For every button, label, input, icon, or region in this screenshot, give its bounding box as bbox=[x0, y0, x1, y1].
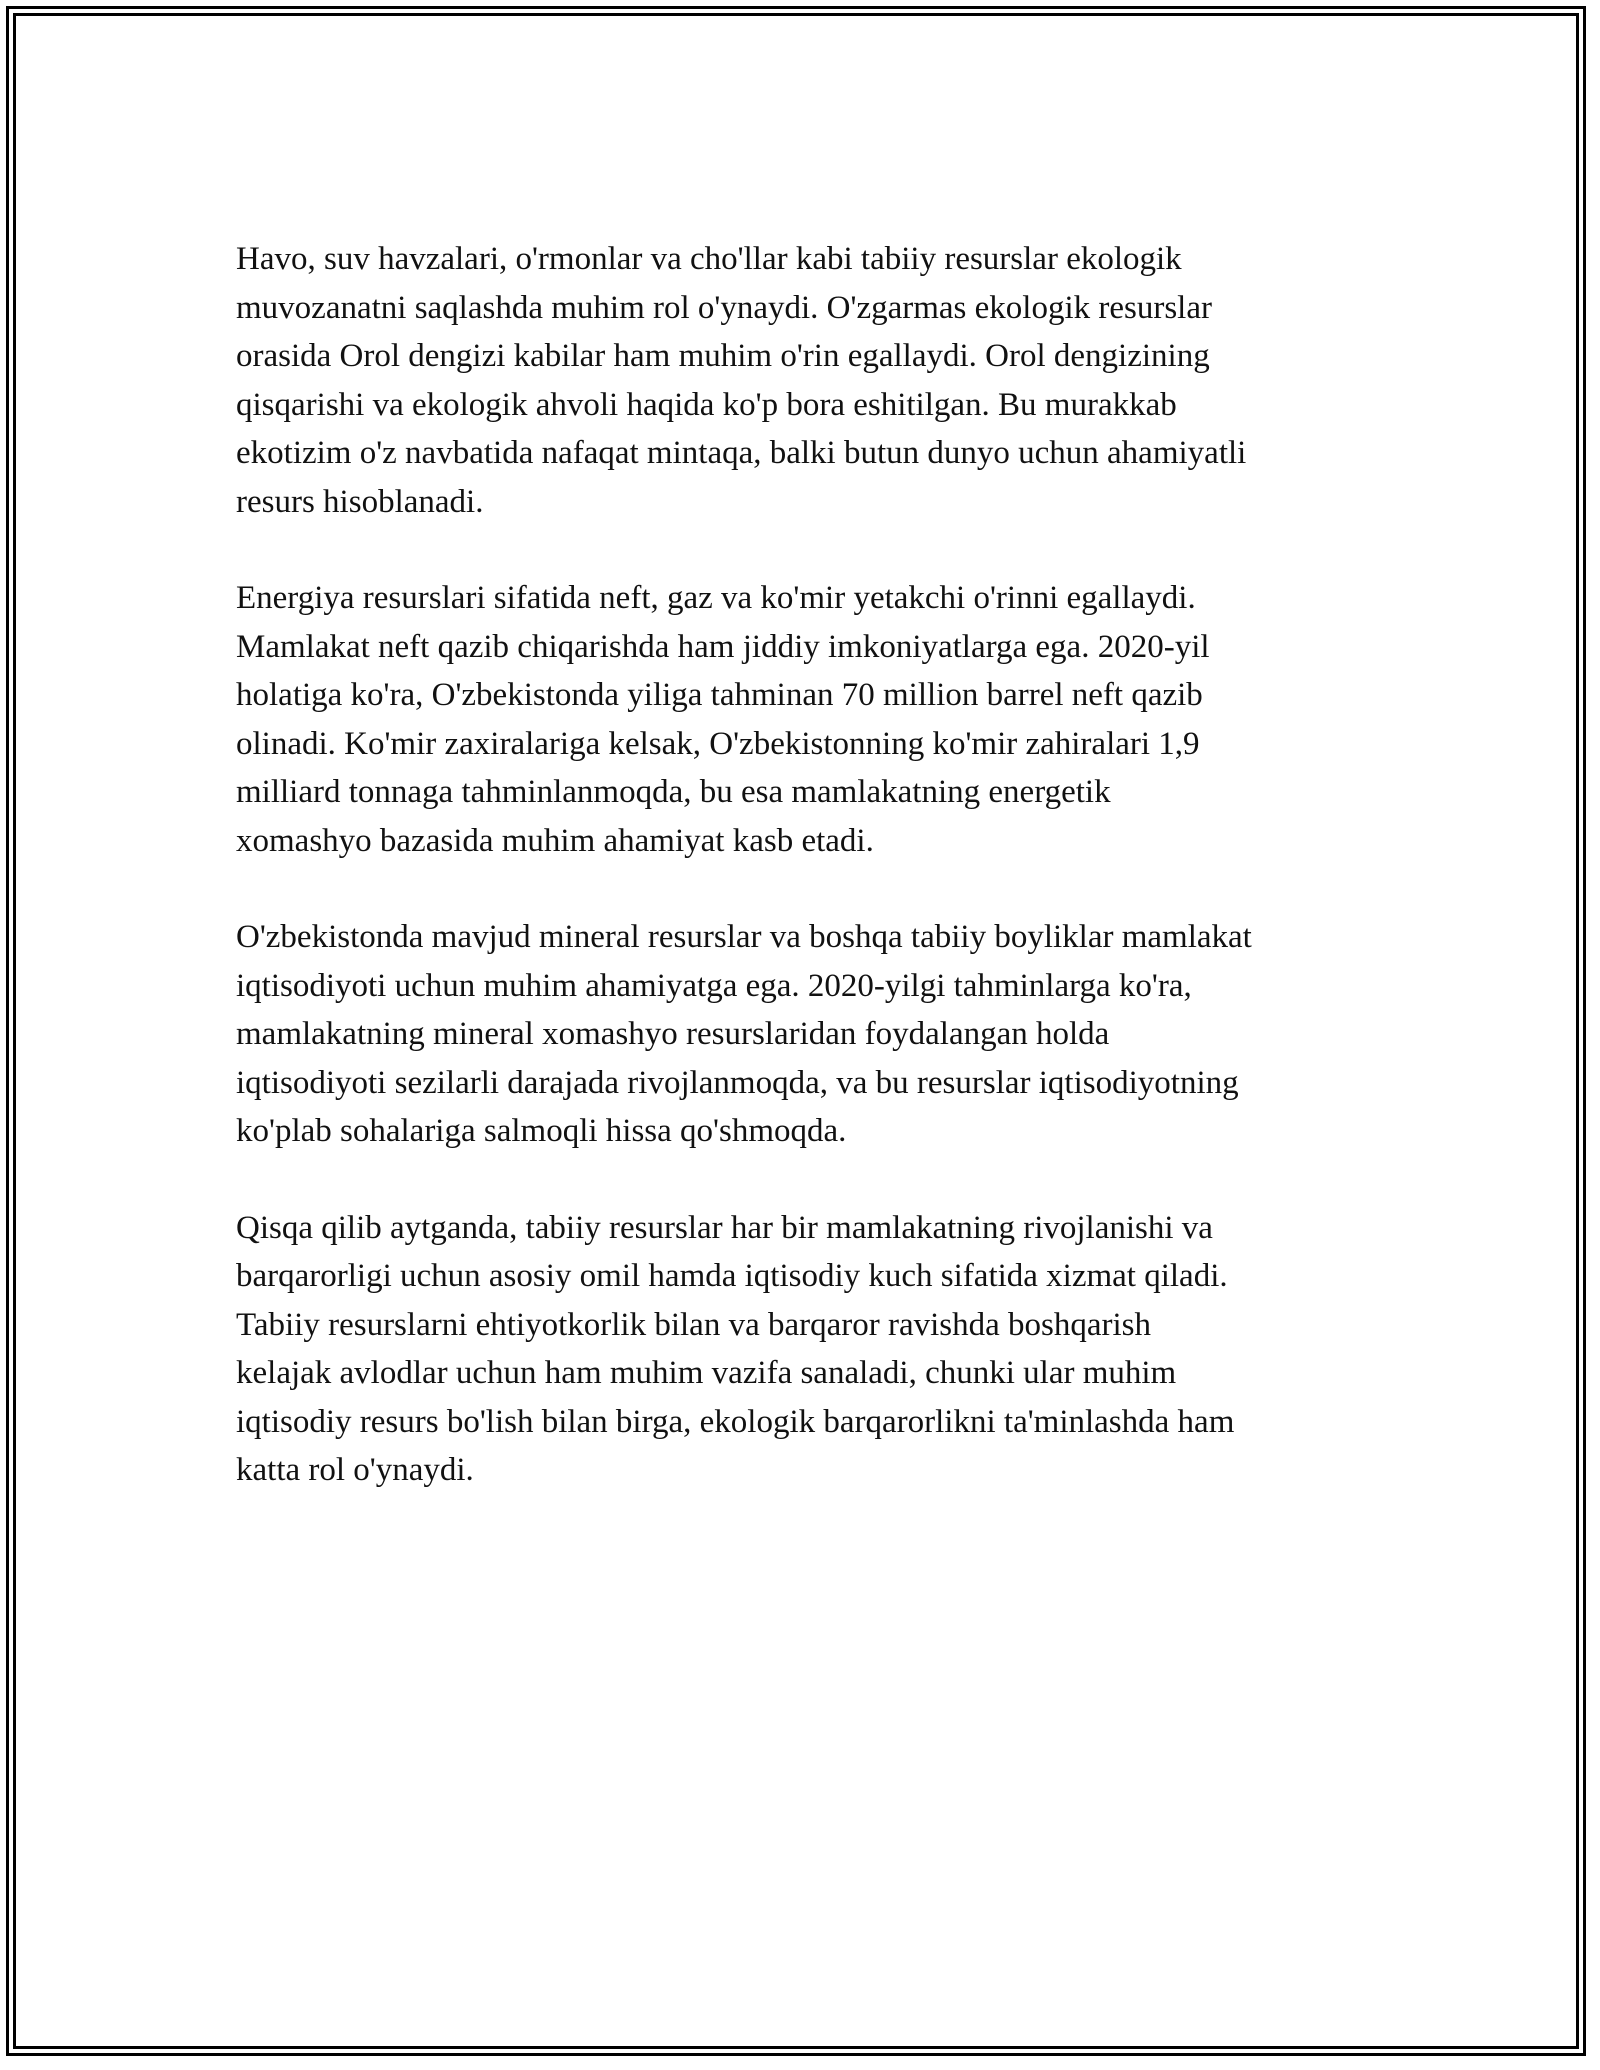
text-line: olinadi. Ko'mir zaxiralariga kelsak, O'zbekistonning ko'mir zahiralari 1,9 bbox=[236, 725, 1200, 762]
text-line: Tabiiy resurslarni ehtiyotkorlik bilan va barqaror ravishda boshqarish bbox=[236, 1306, 1152, 1343]
paragraph-conclusion bbox=[236, 1204, 1376, 1495]
text-line: O'zbekistonda mavjud mineral resurslar va boshqa tabiiy boyliklar mamlakat bbox=[236, 919, 1252, 955]
paragraph-energy-resources bbox=[236, 574, 1376, 865]
text-line: Mamlakat neft qazib chiqarishda ham jiddiy imkoniyatlarga ega. 2020-yil bbox=[236, 628, 1210, 665]
text-line: xomashyo bazasida muhim ahamiyat kasb etadi. bbox=[236, 822, 874, 859]
text-line: Energiya resurslari sifatida neft, gaz va ko'mir yetakchi o'rinni egallaydi. bbox=[236, 580, 1196, 616]
text-line: holatiga ko'ra, O'zbekistonda yiliga tahminan 70 million barrel neft qazib bbox=[236, 677, 1203, 713]
text-line: katta rol o'ynaydi. bbox=[236, 1452, 474, 1488]
text-line: ekotizim o'z navbatida nafaqat mintaqa, balki butun dunyo uchun ahamiyatli bbox=[236, 435, 1247, 471]
text-line: iqtisodiy resurs bo'lish bilan birga, ekologik barqarorlikni ta'minlashda ham bbox=[236, 1403, 1235, 1440]
text-line: milliard tonnaga tahminlanmoqda, bu esa mamlakatning energetik bbox=[236, 774, 1111, 810]
text-line: kelajak avlodlar uchun ham muhim vazifa sanaladi, chunki ular muhim bbox=[236, 1355, 1177, 1391]
text-line: ko'plab sohalariga salmoqli hissa qo'shmoqda. bbox=[236, 1113, 847, 1149]
text-line: Qisqa qilib aytganda, tabiiy resurslar har bir mamlakatning rivojlanishi va bbox=[236, 1209, 1213, 1246]
text-line: resurs hisoblanadi. bbox=[236, 483, 484, 520]
text-line: orasida Orol dengizi kabilar ham muhim o'rin egallaydi. Orol dengizining bbox=[236, 338, 1210, 374]
text-line: qisqarishi va ekologik ahvoli haqida ko'p bora eshitilgan. Bu murakkab bbox=[236, 386, 1177, 423]
text-line: muvozanatni saqlashda muhim rol o'ynaydi. O'zgarmas ekologik resurslar bbox=[236, 289, 1212, 326]
text-line: mamlakatning mineral xomashyo resurslaridan foydalangan holda bbox=[236, 1016, 1110, 1052]
text-line: iqtisodiyoti uchun muhim ahamiyatga ega. 2020-yilgi tahminlarga ko'ra, bbox=[236, 967, 1192, 1004]
paragraph-ecological-resources bbox=[236, 235, 1376, 526]
paragraph-mineral-resources bbox=[236, 913, 1376, 1156]
text-line: barqarorligi uchun asosiy omil hamda iqtisodiy kuch sifatida xizmat qiladi. bbox=[236, 1258, 1228, 1294]
text-line: iqtisodiyoti sezilarli darajada rivojlanmoqda, va bu resurslar iqtisodiyotning bbox=[236, 1064, 1239, 1101]
text-line: Havo, suv havzalari, o'rmonlar va cho'llar kabi tabiiy resurslar ekologik bbox=[236, 241, 1182, 277]
document-body bbox=[236, 235, 1376, 1543]
